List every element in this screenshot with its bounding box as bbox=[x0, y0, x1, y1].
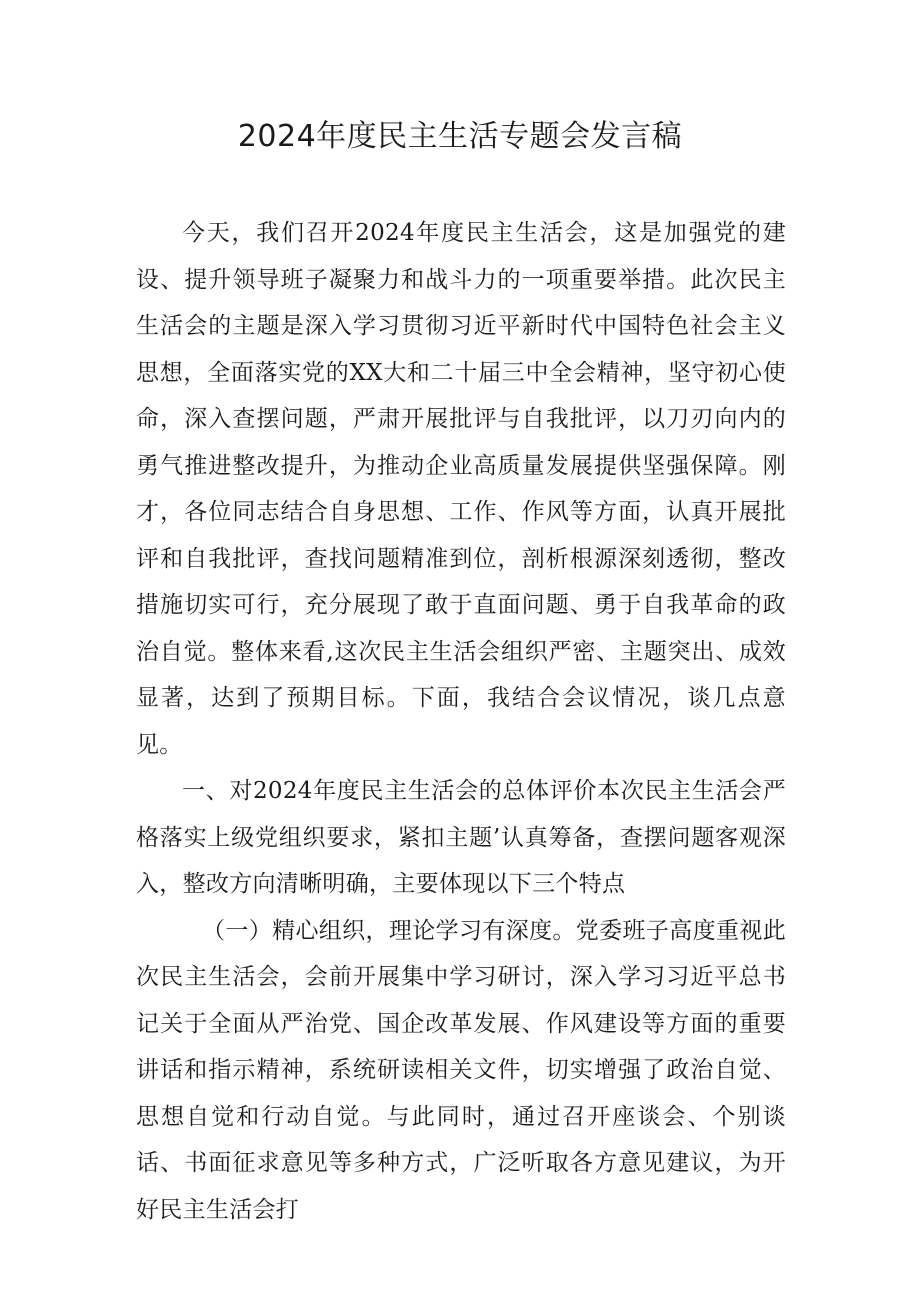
document-body bbox=[136, 210, 786, 1233]
paragraph-subsection-one: （一）精心组织，理论学习有深度。党委班子高度重视此次民主生活会，会前开展集中学习研讨，深入学习习近平总书记关于全面从严治党、国企改革发展、作风建设等方面的重要讲话和指示精神，系统研读相关文件，切实增强了政治自觉、思想自觉和行动自觉。与此同时，通过召开座谈会、个别谈话、书面征求意见等多种方式，广泛听取各方意见建议，为开好民主生活会打 bbox=[136, 917, 786, 1223]
paragraph-section-one: 一、对2024年度民主生活会的总体评价本次民主生活会严格落实上级党组织要求，紧扣主题’认真筹备，查摆问题客观深入，整改方向清晰明确，主要体现以下三个特点 bbox=[136, 778, 786, 897]
paragraph-opening: 今天，我们召开2024年度民主生活会，这是加强党的建设、提升领导班子凝聚力和战斗力的一项重要举措。此次民主生活会的主题是深入学习贯彻习近平新时代中国特色社会主义思想，全面落实党的XX大和二十届三中全会精神，坚守初心使命，深入查摆问题，严肃开展批评与自我批评，以刀刃向内的勇气推进整改提升，为推动企业高质量发展提供坚强保障。刚才，各位同志结合自身思想、工作、作风等方面，认真开展批评和自我批评，查找问题精准到位，剖析根源深刻透彻，整改措施切实可行，充分展现了敢于直面问题、勇于自我革命的政治自觉。整体来看,这次民主生活会组织严密、主题突出、成效显著，达到了预期目标。下面，我结合会议情况，谈几点意见。 bbox=[136, 220, 786, 758]
document-title: 2024年度民主生活专题会发言稿 bbox=[237, 119, 683, 154]
